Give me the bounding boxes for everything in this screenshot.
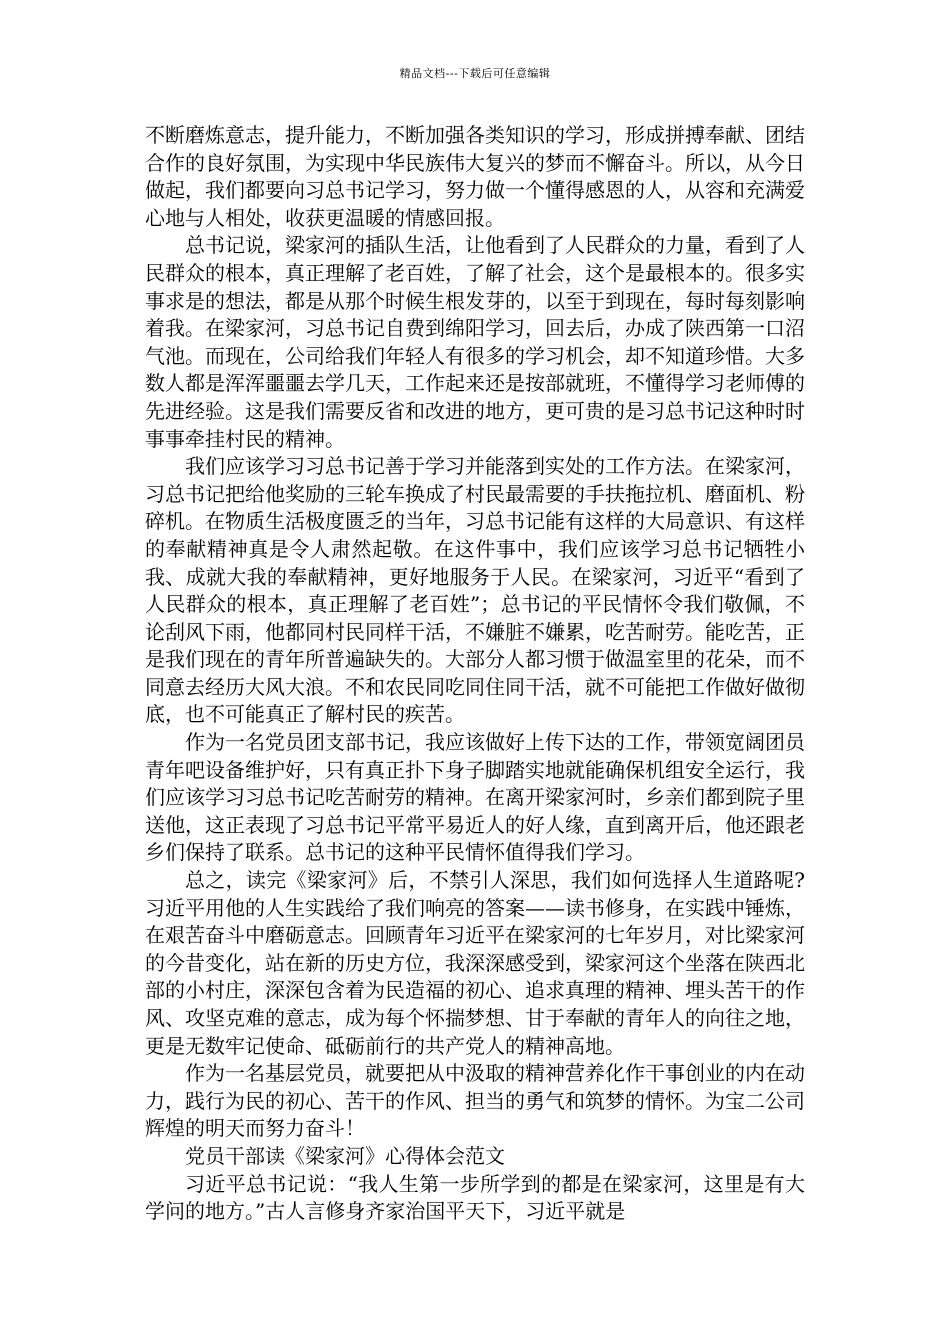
page-header: 精品文档---下载后可任意编辑 xyxy=(399,67,551,80)
section-subtitle: 党员干部读《梁家河》心得体会范文 xyxy=(185,1143,505,1168)
paragraph-4: 作为一名党员团支部书记，我应该做好上传下达的工作，带领宽阔团员青年吧设备维护好，只有真正扑下身子脚踏实地就能确保机组安全运行，我们应该学习习总书记吃苦耐劳的精神。在离开梁家河时，乡亲们都到院子里送他，这正表现了习总书记平常平易近人的好人缘，直到离开后，他还跟老乡们保持了联系。总书记的这种平民情怀值得我们学习。 xyxy=(145,730,805,865)
paragraph-1: 不断磨炼意志，提升能力，不断加强各类知识的学习，形成拼搏奉献、团结合作的良好氛围，为实现中华民族伟大复兴的梦而不懈奋斗。所以，从今日做起，我们都要向习总书记学习，努力做一个懂得感恩的人，从容和充满爱心地与人相处，收获更温暖的情感回报。 xyxy=(145,123,805,230)
paragraph-6: 作为一名基层党员，就要把从中汲取的精神营养化作干事创业的内在动力，践行为民的初心、苦干的作风、担当的勇气和筑梦的情怀。为宝二公司辉煌的明天而努力奋斗！ xyxy=(145,1061,805,1141)
paragraph-5: 总之，读完《梁家河》后，不禁引人深思，我们如何选择人生道路呢?习近平用他的人生实践给了我们响亮的答案——读书修身，在实践中锤炼，在艰苦奋斗中磨砺意志。回顾青年习近平在梁家河的七年岁月，对比梁家河的今昔变化，站在新的历史方位，我深深感受到，梁家河这个坐落在陕西北部的小村庄，深深包含着为民造福的初心、追求真理的精神、埋头苦干的作风、攻坚克难的意志，成为每个怀揣梦想、甘于奉献的青年人的向往之地，更是无数牢记使命、砥砺前行的共产党人的精神高地。 xyxy=(145,868,805,1058)
paragraph-7: 习近平总书记说：“我人生第一步所学到的都是在梁家河，这里是有大学问的地方。”古人言修身齐家治国平天下，习近平就是 xyxy=(145,1171,805,1224)
paragraph-2: 总书记说，梁家河的插队生活，让他看到了人民群众的力量，看到了人民群众的根本，真正理解了老百姓，了解了社会，这个是最根本的。很多实事求是的想法，都是从那个时候生根发芽的，以至于到现在，每时每刻影响着我。在梁家河，习总书记自费到绵阳学习，回去后，办成了陕西第一口沼气池。而现在，公司给我们年轻人有很多的学习机会，却不知道珍惜。大多数人都是浑浑噩噩去学几天，工作起来还是按部就班，不懂得学习老师傅的先进经验。这是我们需要反省和改进的地方，更可贵的是习总书记这种时时事事牵挂村民的精神。 xyxy=(145,233,805,451)
document-body xyxy=(145,122,805,1226)
paragraph-3: 我们应该学习习总书记善于学习并能落到实处的工作方法。在梁家河，习总书记把给他奖励的三轮车换成了村民最需要的手扶拖拉机、磨面机、粉碎机。在物质生活极度匮乏的当年，习总书记能有这样的大局意识、有这样的奉献精神真是令人肃然起敬。在这件事中，我们应该学习总书记牺牲小我、成就大我的奉献精神，更好地服务于人民。在梁家河，习近平“看到了人民群众的根本，真正理解了老百姓”；总书记的平民情怀令我们敬佩，不论刮风下雨，他都同村民同样干活，不嫌脏不嫌累，吃苦耐劳。能吃苦，正是我们现在的青年所普遍缺失的。大部分人都习惯于做温室里的花朵，而不同意去经历大风大浪。不和农民同吃同住同干活，就不可能把工作做好做彻底，也不可能真正了解村民的疾苦。 xyxy=(145,454,805,727)
